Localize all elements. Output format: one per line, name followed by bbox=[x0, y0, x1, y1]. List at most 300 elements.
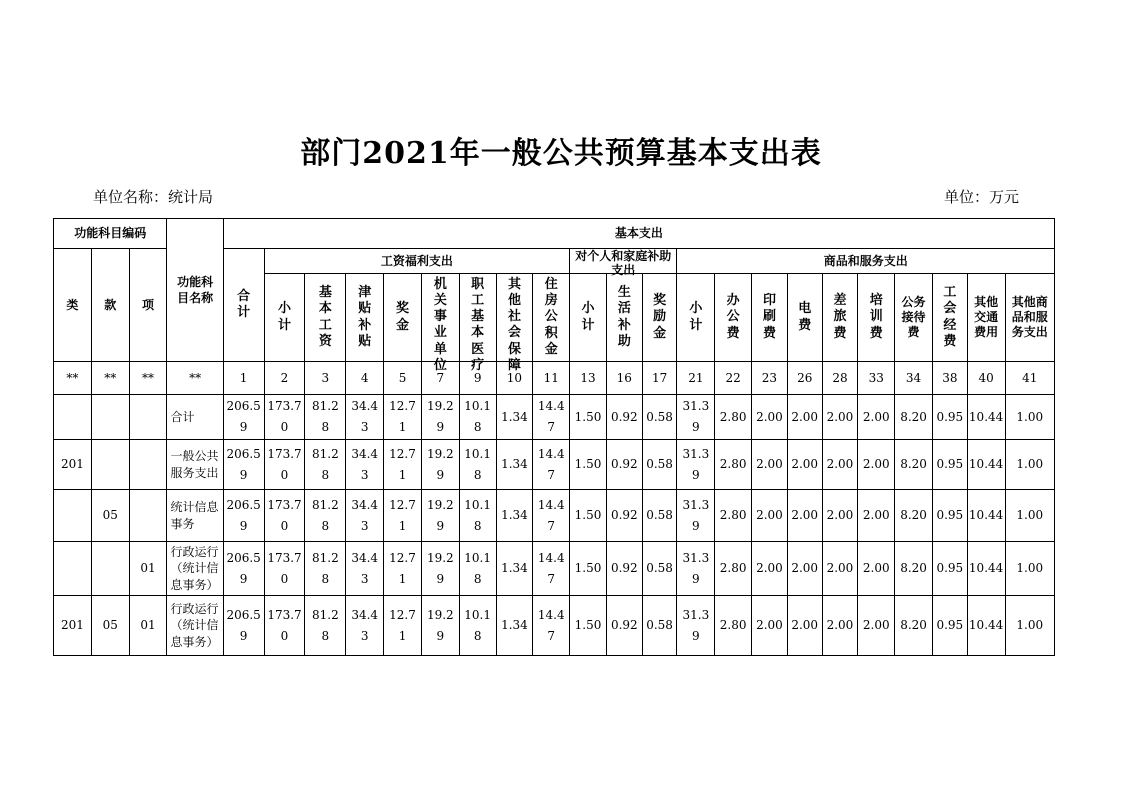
kuan-cell bbox=[91, 395, 129, 440]
value-cell bbox=[533, 440, 570, 490]
wage-col-header bbox=[421, 274, 459, 373]
goods-col-header bbox=[858, 274, 895, 362]
index-cell: 41 bbox=[1005, 362, 1054, 395]
value-text: 34.43 bbox=[351, 446, 379, 482]
value-text: 1.34 bbox=[501, 618, 528, 632]
value-cell bbox=[459, 490, 496, 542]
value-cell bbox=[421, 542, 459, 596]
value-cell bbox=[1005, 490, 1054, 542]
value-cell bbox=[967, 542, 1005, 596]
value-text: 10.44 bbox=[968, 457, 1004, 471]
value-text: 31.39 bbox=[682, 399, 710, 434]
value-text: 10.18 bbox=[464, 399, 491, 434]
goods-col-header bbox=[715, 274, 752, 362]
value-cell bbox=[822, 542, 858, 596]
value-cell bbox=[858, 395, 895, 440]
value-cell bbox=[895, 490, 933, 542]
value-text: 8.20 bbox=[900, 409, 927, 424]
goods-col-header bbox=[677, 274, 715, 362]
xiang-cell bbox=[129, 440, 167, 490]
value-cell bbox=[346, 490, 384, 542]
value-text: 1.00 bbox=[1016, 618, 1044, 633]
value-cell bbox=[606, 596, 642, 656]
value-cell bbox=[858, 490, 895, 542]
value-cell bbox=[305, 542, 346, 596]
value-cell bbox=[715, 395, 752, 440]
value-text: 12.71 bbox=[389, 607, 416, 643]
value-text: 1.34 bbox=[501, 508, 528, 522]
index-cell: 34 bbox=[895, 362, 933, 395]
value-text: 81.28 bbox=[312, 607, 339, 643]
value-text: 2.00 bbox=[756, 618, 783, 632]
value-cell bbox=[305, 395, 346, 440]
value-cell bbox=[570, 490, 607, 542]
goods-col-header bbox=[932, 274, 967, 362]
value-text: 19.29 bbox=[426, 399, 454, 434]
table-row bbox=[54, 440, 1055, 490]
value-cell bbox=[787, 542, 822, 596]
func-name-header bbox=[167, 219, 223, 362]
value-text: 10.44 bbox=[968, 618, 1004, 632]
goods-col-text: 公务接待费 bbox=[901, 294, 926, 339]
value-text: 1.00 bbox=[1016, 508, 1044, 523]
wage-col-header bbox=[264, 274, 305, 362]
value-text: 0.95 bbox=[936, 457, 964, 471]
value-text: 31.39 bbox=[682, 497, 710, 533]
value-text: 8.20 bbox=[900, 561, 927, 576]
wage-col-text: 机关事业单位 bbox=[433, 276, 447, 373]
value-text: 1.00 bbox=[1016, 457, 1044, 472]
value-text: 2.00 bbox=[756, 561, 783, 575]
value-text: 0.92 bbox=[610, 508, 638, 522]
value-text: 2.00 bbox=[791, 457, 819, 471]
value-text: 206.59 bbox=[226, 446, 261, 482]
value-text: 2.00 bbox=[826, 561, 854, 575]
value-text: 1.00 bbox=[1016, 409, 1044, 424]
value-text: 2.00 bbox=[862, 409, 890, 424]
goods-col-header bbox=[752, 274, 788, 362]
goods-col-text: 工会经费 bbox=[943, 285, 957, 349]
value-cell bbox=[459, 542, 496, 596]
value-text: 2.00 bbox=[756, 457, 783, 471]
value-text: 12.71 bbox=[389, 446, 416, 482]
xiang-header: 项 bbox=[129, 249, 167, 362]
value-cell bbox=[305, 596, 346, 656]
func-name-header-text: 功能科目名称 bbox=[177, 274, 214, 305]
table-row bbox=[54, 542, 1055, 596]
func-name-cell bbox=[167, 596, 223, 656]
value-cell bbox=[421, 490, 459, 542]
index-cell: 4 bbox=[346, 362, 384, 395]
value-cell bbox=[895, 596, 933, 656]
value-text: 10.44 bbox=[968, 409, 1004, 424]
value-cell bbox=[822, 395, 858, 440]
wage-col-header bbox=[533, 274, 570, 362]
value-text: 2.80 bbox=[719, 457, 747, 471]
index-cell: 28 bbox=[822, 362, 858, 395]
personal-group-text: 对个人和家庭补助支出 bbox=[575, 249, 672, 278]
value-text: 2.00 bbox=[791, 409, 819, 424]
budget-table bbox=[53, 218, 1055, 656]
func-name-cell bbox=[167, 395, 223, 440]
goods-col-header bbox=[895, 274, 933, 362]
value-text: 34.43 bbox=[351, 550, 379, 586]
value-cell bbox=[858, 542, 895, 596]
value-cell bbox=[223, 490, 264, 542]
value-text: 0.92 bbox=[610, 457, 638, 471]
value-text: 34.43 bbox=[351, 607, 379, 643]
value-cell bbox=[421, 395, 459, 440]
value-cell bbox=[496, 395, 533, 440]
value-text: 14.47 bbox=[537, 550, 565, 586]
value-text: 10.18 bbox=[464, 446, 491, 482]
value-cell bbox=[677, 395, 715, 440]
value-text: 2.00 bbox=[756, 409, 783, 424]
value-cell bbox=[346, 395, 384, 440]
value-cell bbox=[570, 596, 607, 656]
value-cell bbox=[715, 542, 752, 596]
value-text: 2.00 bbox=[791, 561, 819, 575]
index-cell: 38 bbox=[932, 362, 967, 395]
value-cell bbox=[1005, 596, 1054, 656]
value-cell bbox=[346, 542, 384, 596]
wage-col-header bbox=[459, 274, 496, 373]
value-cell bbox=[533, 596, 570, 656]
value-cell bbox=[787, 596, 822, 656]
data-rows bbox=[54, 395, 1055, 656]
value-text: 0.95 bbox=[936, 561, 964, 575]
kuan-cell bbox=[91, 542, 129, 596]
value-text: 0.92 bbox=[610, 561, 638, 575]
xiang-cell: 01 bbox=[129, 596, 167, 656]
value-cell bbox=[570, 440, 607, 490]
value-text: 1.50 bbox=[574, 409, 602, 424]
index-cell: 13 bbox=[570, 362, 607, 395]
value-cell bbox=[787, 395, 822, 440]
goods-col-text: 小计 bbox=[689, 301, 703, 333]
unit-name-label: 单位名称：统计局 bbox=[93, 188, 214, 206]
value-cell bbox=[677, 490, 715, 542]
value-text: 8.20 bbox=[900, 618, 927, 633]
value-text: 0.58 bbox=[646, 618, 673, 632]
value-cell bbox=[384, 596, 422, 656]
value-text: 0.58 bbox=[646, 508, 673, 522]
value-text: 14.47 bbox=[537, 497, 565, 533]
wage-col-header bbox=[384, 274, 422, 362]
personal-col-header bbox=[570, 274, 607, 362]
lei-cell: 201 bbox=[54, 440, 92, 490]
goods-col-header bbox=[1005, 274, 1054, 362]
code-group-header: 功能科目编码 bbox=[54, 219, 167, 249]
index-row bbox=[54, 362, 1055, 395]
index-cell: 22 bbox=[715, 362, 752, 395]
value-text: 2.00 bbox=[862, 457, 890, 471]
lei-cell: 201 bbox=[54, 596, 92, 656]
wage-col-text: 其他社会保障 bbox=[507, 276, 521, 373]
value-text: 31.39 bbox=[682, 550, 710, 586]
wage-col-text: 小计 bbox=[277, 301, 291, 333]
func-name-text: 行政运行（统计信息事务） bbox=[170, 602, 219, 649]
value-cell bbox=[384, 542, 422, 596]
index-cell: 40 bbox=[967, 362, 1005, 395]
value-text: 2.00 bbox=[862, 618, 890, 632]
value-text: 2.80 bbox=[719, 409, 747, 424]
value-text: 0.58 bbox=[646, 409, 673, 424]
value-text: 12.71 bbox=[389, 550, 416, 586]
xiang-cell: 01 bbox=[129, 542, 167, 596]
value-text: 173.70 bbox=[267, 399, 302, 434]
total-header bbox=[223, 249, 264, 362]
wage-col-text: 住房公积金 bbox=[544, 276, 558, 357]
value-cell bbox=[264, 440, 305, 490]
index-cell: 9 bbox=[459, 362, 496, 395]
index-cell: 2 bbox=[264, 362, 305, 395]
value-cell bbox=[223, 440, 264, 490]
value-text: 81.28 bbox=[312, 399, 339, 434]
value-cell bbox=[533, 490, 570, 542]
value-cell bbox=[967, 395, 1005, 440]
value-cell bbox=[752, 542, 788, 596]
value-text: 2.80 bbox=[719, 618, 747, 632]
lei-cell bbox=[54, 395, 92, 440]
value-text: 1.34 bbox=[501, 409, 528, 424]
personal-col-text: 小计 bbox=[581, 301, 595, 333]
value-cell bbox=[606, 440, 642, 490]
index-cell: 3 bbox=[305, 362, 346, 395]
value-cell bbox=[459, 596, 496, 656]
unit-measure-label: 单位：万元 bbox=[944, 188, 1020, 206]
value-cell bbox=[932, 542, 967, 596]
value-text: 206.59 bbox=[226, 399, 261, 434]
wage-col-text: 职工基本医疗 bbox=[471, 276, 485, 373]
func-name-cell bbox=[167, 440, 223, 490]
value-text: 19.29 bbox=[426, 497, 454, 533]
value-text: 1.50 bbox=[574, 618, 602, 632]
value-cell bbox=[384, 490, 422, 542]
value-cell bbox=[932, 395, 967, 440]
goods-col-text: 电费 bbox=[798, 301, 812, 333]
index-cell: 33 bbox=[858, 362, 895, 395]
value-cell bbox=[822, 490, 858, 542]
value-text: 1.50 bbox=[574, 457, 602, 471]
value-cell bbox=[223, 395, 264, 440]
value-cell bbox=[459, 395, 496, 440]
value-cell bbox=[305, 490, 346, 542]
index-cell: 7 bbox=[421, 362, 459, 395]
value-text: 2.80 bbox=[719, 561, 747, 575]
value-text: 8.20 bbox=[900, 508, 927, 523]
value-cell bbox=[346, 440, 384, 490]
value-text: 19.29 bbox=[426, 607, 454, 643]
value-text: 10.18 bbox=[464, 497, 491, 533]
value-text: 0.95 bbox=[936, 618, 964, 632]
value-text: 10.18 bbox=[464, 607, 491, 643]
value-cell bbox=[264, 542, 305, 596]
value-text: 31.39 bbox=[682, 446, 710, 482]
value-text: 31.39 bbox=[682, 607, 710, 643]
header-row-1 bbox=[54, 219, 1055, 249]
index-cell: 1 bbox=[223, 362, 264, 395]
value-cell bbox=[459, 440, 496, 490]
index-cell: ** bbox=[54, 362, 92, 395]
value-text: 0.95 bbox=[936, 409, 964, 424]
value-text: 19.29 bbox=[426, 446, 454, 482]
value-text: 2.00 bbox=[826, 508, 854, 522]
value-text: 12.71 bbox=[389, 497, 416, 533]
wage-col-text: 基本工资 bbox=[318, 285, 332, 349]
index-cell: 21 bbox=[677, 362, 715, 395]
value-text: 1.00 bbox=[1016, 561, 1044, 576]
value-cell bbox=[533, 542, 570, 596]
value-cell bbox=[677, 440, 715, 490]
value-text: 0.58 bbox=[646, 457, 673, 471]
value-cell bbox=[752, 596, 788, 656]
index-cell: ** bbox=[91, 362, 129, 395]
value-text: 173.70 bbox=[267, 497, 302, 533]
value-text: 81.28 bbox=[312, 446, 339, 482]
personal-col-text: 生活补助 bbox=[617, 285, 631, 349]
kuan-cell: 05 bbox=[91, 490, 129, 542]
value-text: 173.70 bbox=[267, 607, 302, 643]
value-cell bbox=[223, 542, 264, 596]
value-text: 0.92 bbox=[610, 409, 638, 424]
value-cell bbox=[932, 596, 967, 656]
value-cell bbox=[1005, 440, 1054, 490]
value-text: 1.50 bbox=[574, 508, 602, 522]
func-name-text: 一般公共服务支出 bbox=[170, 449, 219, 480]
value-text: 10.44 bbox=[968, 508, 1004, 522]
index-cell: 10 bbox=[496, 362, 533, 395]
value-cell bbox=[822, 440, 858, 490]
value-text: 12.71 bbox=[389, 399, 416, 434]
value-cell bbox=[570, 395, 607, 440]
value-cell bbox=[787, 440, 822, 490]
value-cell bbox=[752, 395, 788, 440]
value-cell bbox=[264, 596, 305, 656]
personal-col-text: 奖励金 bbox=[653, 293, 667, 341]
goods-col-text: 其他交通费用 bbox=[974, 294, 999, 339]
personal-col-header bbox=[606, 274, 642, 362]
value-text: 14.47 bbox=[537, 399, 565, 434]
value-text: 2.00 bbox=[791, 618, 819, 632]
value-cell bbox=[421, 596, 459, 656]
value-cell bbox=[384, 395, 422, 440]
value-text: 206.59 bbox=[226, 607, 261, 643]
index-cell: 17 bbox=[642, 362, 677, 395]
goods-col-text: 培训费 bbox=[869, 293, 883, 341]
wage-col-text: 奖金 bbox=[396, 301, 410, 333]
page-title: 部门2021年一般公共预算基本支出表 bbox=[300, 136, 822, 171]
value-cell bbox=[606, 542, 642, 596]
value-cell bbox=[967, 440, 1005, 490]
wage-col-text: 津贴补贴 bbox=[358, 285, 372, 349]
value-text: 8.20 bbox=[900, 457, 927, 472]
func-name-text: 统计信息事务 bbox=[170, 500, 219, 531]
value-text: 2.00 bbox=[826, 457, 854, 471]
value-text: 19.29 bbox=[426, 550, 454, 586]
value-cell bbox=[384, 440, 422, 490]
lei-cell bbox=[54, 490, 92, 542]
value-cell bbox=[822, 596, 858, 656]
goods-col-text: 差旅费 bbox=[833, 293, 847, 341]
xiang-cell bbox=[129, 395, 167, 440]
value-text: 1.34 bbox=[501, 561, 528, 575]
value-cell bbox=[715, 490, 752, 542]
value-cell bbox=[932, 440, 967, 490]
value-cell bbox=[1005, 542, 1054, 596]
lei-header: 类 bbox=[54, 249, 92, 362]
value-text: 1.34 bbox=[501, 457, 528, 471]
goods-col-text: 其他商品和服务支出 bbox=[1011, 294, 1048, 339]
value-text: 2.00 bbox=[826, 618, 854, 632]
basic-expenditure-header: 基本支出 bbox=[223, 219, 1054, 249]
value-text: 2.00 bbox=[862, 508, 890, 522]
value-cell bbox=[895, 395, 933, 440]
index-cell: 26 bbox=[787, 362, 822, 395]
value-cell bbox=[496, 440, 533, 490]
wage-col-header bbox=[305, 274, 346, 362]
value-text: 81.28 bbox=[312, 550, 339, 586]
value-text: 34.43 bbox=[351, 399, 379, 434]
goods-group-header: 商品和服务支出 bbox=[677, 249, 1055, 274]
goods-col-header bbox=[967, 274, 1005, 362]
value-cell bbox=[642, 542, 677, 596]
value-cell bbox=[932, 490, 967, 542]
value-text: 173.70 bbox=[267, 446, 302, 482]
value-text: 2.00 bbox=[862, 561, 890, 575]
value-cell bbox=[752, 490, 788, 542]
value-cell bbox=[642, 440, 677, 490]
kuan-header: 款 bbox=[91, 249, 129, 362]
index-cell: 23 bbox=[752, 362, 788, 395]
value-cell bbox=[858, 596, 895, 656]
value-text: 14.47 bbox=[537, 446, 565, 482]
value-cell bbox=[967, 596, 1005, 656]
value-cell bbox=[677, 596, 715, 656]
value-cell bbox=[346, 596, 384, 656]
value-cell bbox=[677, 542, 715, 596]
value-cell bbox=[533, 395, 570, 440]
value-text: 173.70 bbox=[267, 550, 302, 586]
index-cell: ** bbox=[167, 362, 223, 395]
value-text: 10.44 bbox=[968, 561, 1004, 575]
value-cell bbox=[223, 596, 264, 656]
kuan-cell: 05 bbox=[91, 596, 129, 656]
value-cell bbox=[496, 596, 533, 656]
personal-col-header bbox=[642, 274, 677, 362]
value-cell bbox=[642, 395, 677, 440]
personal-group-header bbox=[570, 249, 677, 278]
value-text: 2.00 bbox=[826, 409, 854, 424]
value-cell bbox=[895, 542, 933, 596]
value-cell bbox=[606, 490, 642, 542]
table-row bbox=[54, 596, 1055, 656]
goods-col-header bbox=[822, 274, 858, 362]
goods-col-text: 印刷费 bbox=[762, 293, 776, 341]
func-name-text: 合计 bbox=[170, 409, 195, 424]
value-text: 14.47 bbox=[537, 607, 565, 643]
value-cell bbox=[642, 596, 677, 656]
wage-col-header bbox=[346, 274, 384, 362]
value-cell bbox=[264, 490, 305, 542]
value-text: 2.00 bbox=[756, 508, 783, 522]
index-cell: 5 bbox=[384, 362, 422, 395]
value-cell bbox=[752, 440, 788, 490]
value-cell bbox=[496, 490, 533, 542]
goods-col-text: 办公费 bbox=[726, 293, 740, 341]
func-name-cell bbox=[167, 490, 223, 542]
value-cell bbox=[606, 395, 642, 440]
